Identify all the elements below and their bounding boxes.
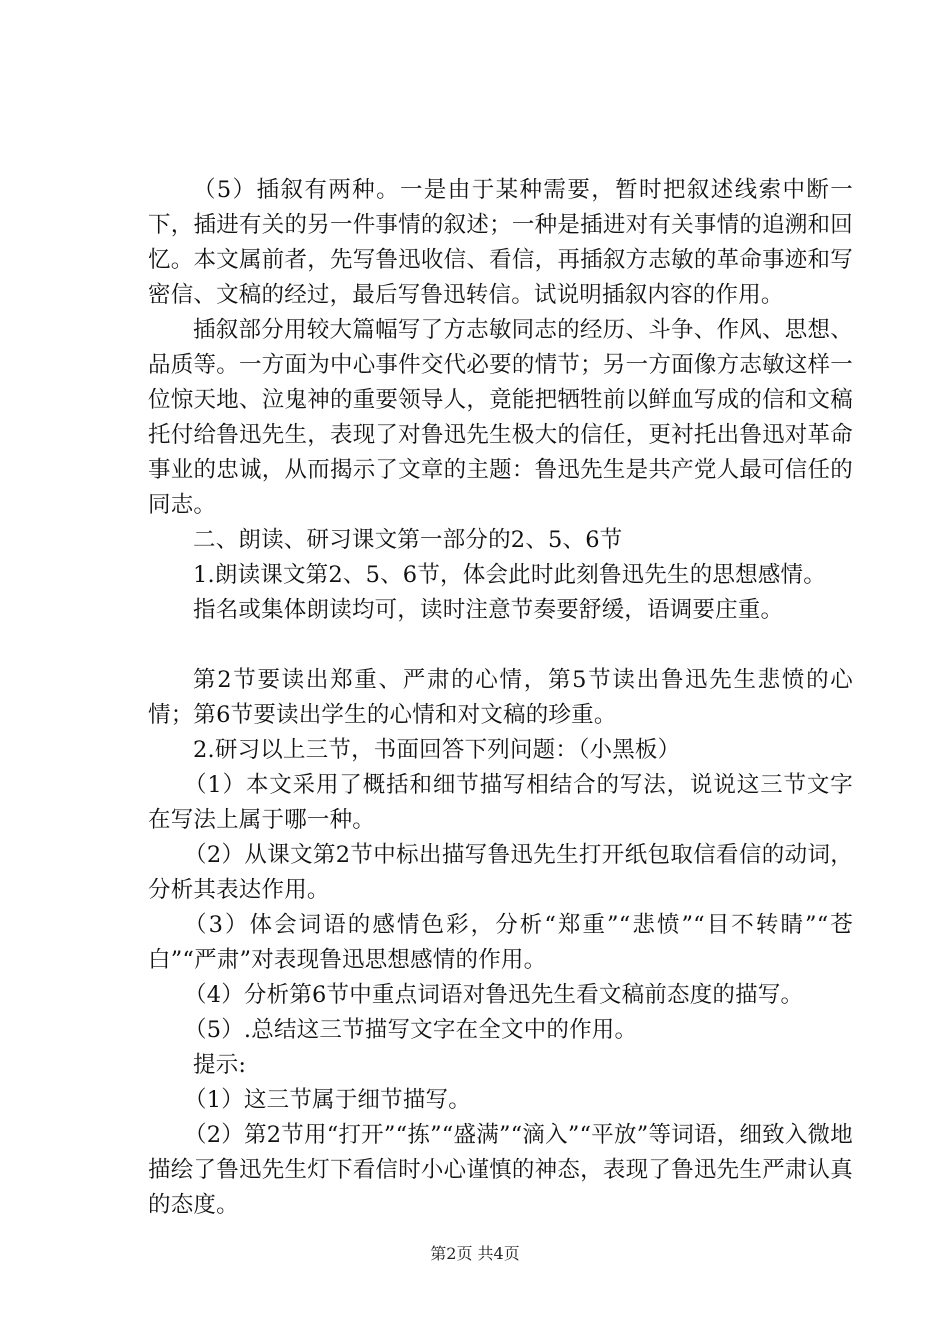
question-2: （2）从课文第2节中标出描写鲁迅先生打开纸包取信看信的动词，分析其表达作用。 <box>148 842 853 903</box>
paragraph-reading-guidance: 第2节要读出郑重、严肃的心情，第5节读出鲁迅先生悲愤的心情；第6节要读出学生的心情和对文稿的珍重。 <box>148 667 853 728</box>
paragraph-question-5: （5）插叙有两种。一是由于某种需要，暂时把叙述线索中断一下，插进有关的另一件事情的叙述；一种是插进对有关事情的追溯和回忆。本文属前者，先写鲁迅收信、看信，再插叙方志敏的革命事迹和写密信、文稿的经过，最后写鲁迅转信。试说明插叙内容的作用。 <box>148 177 853 308</box>
paragraph-reading-note: 指名或集体朗读均可，读时注意节奏要舒缓，语调要庄重。 <box>193 597 784 623</box>
page-footer: 第2页 共4页 <box>430 1244 520 1263</box>
hint-2: （2）第2节用“打开”“拣”“盛满”“滴入”“平放”等词语，细致入微地描绘了鲁迅先生灯下看信时小心谨慎的神态，表现了鲁迅先生严肃认真的态度。 <box>148 1122 853 1218</box>
question-4: （4）分析第6节中重点词语对鲁迅先生看文稿前态度的描写。 <box>184 982 804 1008</box>
paragraph-answer-5: 插叙部分用较大篇幅写了方志敏同志的经历、斗争、作风、思想、品质等。一方面为中心事件交代必要的情节；另一方面像方志敏这样一位惊天地、泣鬼神的重要领导人，竟能把牺牲前以鲜血写成的信和文稿托付给鲁迅先生，表现了对鲁迅先生极大的信任，更衬托出鲁迅对革命事业的忠诚，从而揭示了文章的主题：鲁迅先生是共产党人最可信任的同志。 <box>148 317 853 518</box>
question-3: （3）体会词语的感情色彩，分析“郑重”“悲愤”“目不转睛”“苍白”“严肃”对表现鲁迅思想感情的作用。 <box>148 912 853 973</box>
section-heading-2: 二、朗读、研习课文第一部分的2、5、6节 <box>193 527 623 553</box>
question-1: （1）本文采用了概括和细节描写相结合的写法，说说这三节文字在写法上属于哪一种。 <box>148 772 853 833</box>
question-5: （5）.总结这三节描写文字在全文中的作用。 <box>184 1017 638 1043</box>
paragraph-study-task: 2.研习以上三节，书面回答下列问题：（小黑板） <box>193 737 681 763</box>
hint-1: （1）这三节属于细节描写。 <box>184 1087 471 1113</box>
document-body <box>148 173 853 1223</box>
hint-heading: 提示: <box>193 1052 247 1078</box>
blank-line <box>148 628 853 663</box>
paragraph-reading-task: 1.朗读课文第2、5、6节，体会此时此刻鲁迅先生的思想感情。 <box>193 562 826 588</box>
